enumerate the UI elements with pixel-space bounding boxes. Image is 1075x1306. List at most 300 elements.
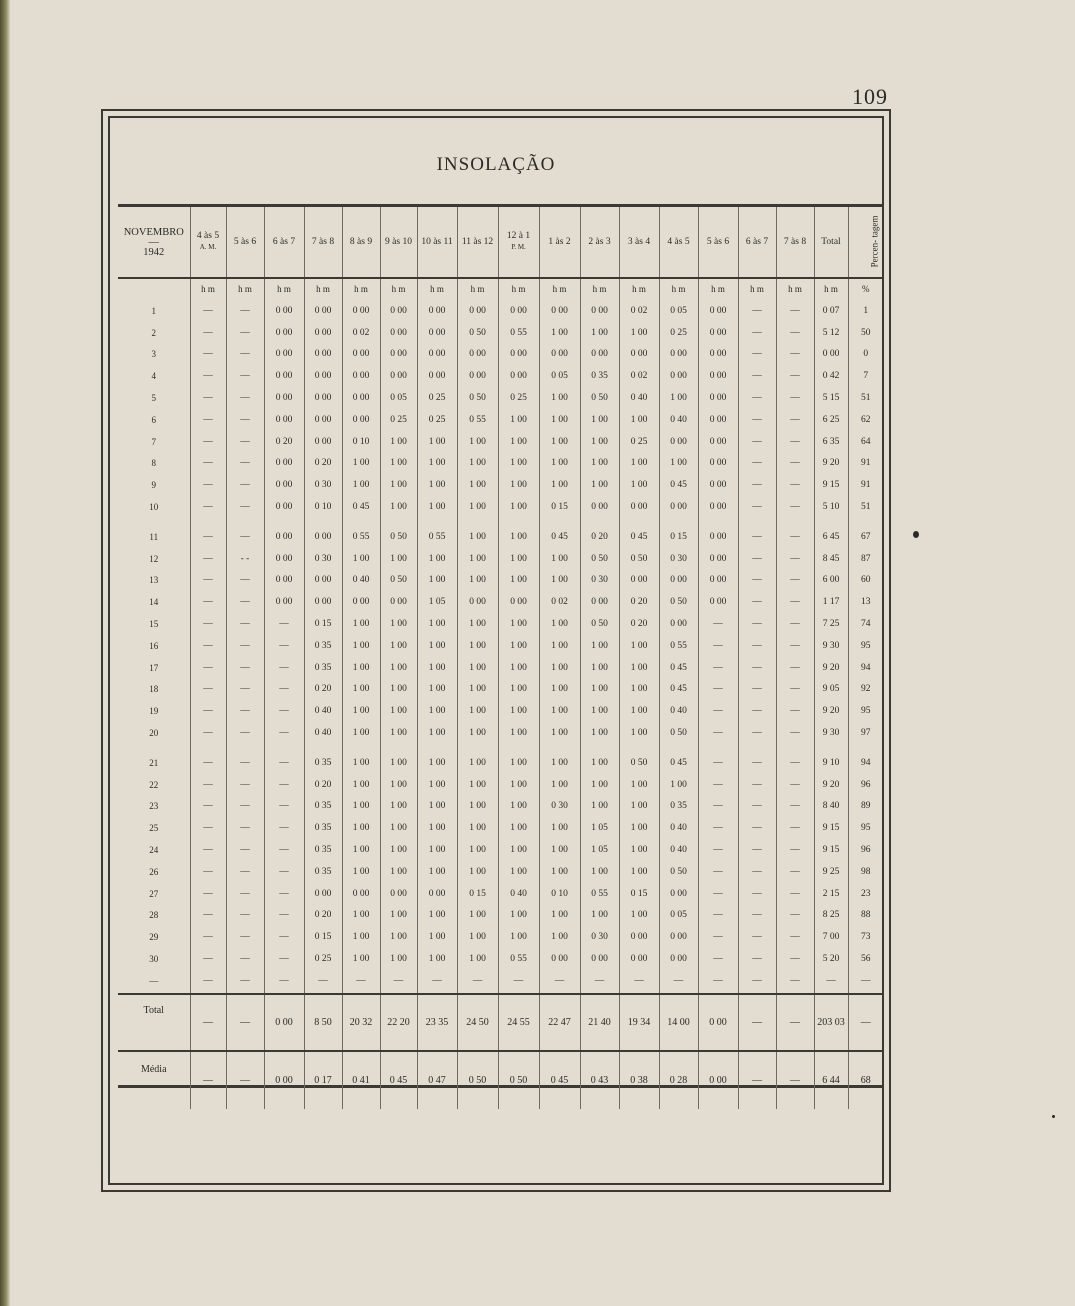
hour-value-cell: 0 00 [580, 592, 619, 614]
mean-row-value: — [190, 1051, 226, 1109]
hour-value-cell: 0 02 [539, 592, 580, 614]
unit-hm: h m [190, 278, 226, 301]
hour-value-cell: 1 00 [457, 905, 498, 927]
hour-value-cell: 1 00 [342, 796, 380, 818]
hour-value-cell: 0 15 [619, 884, 659, 906]
hour-value-cell: 0 25 [304, 949, 342, 971]
hour-value-cell: 1 00 [457, 453, 498, 475]
hour-value-cell: 1 00 [498, 497, 539, 519]
percentage-cell: 94 [848, 658, 883, 680]
hour-value-cell: 1 00 [539, 840, 580, 862]
unit-hm: h m [226, 278, 264, 301]
hour-value-cell: — [776, 818, 814, 840]
hour-value-cell: 0 35 [304, 753, 342, 775]
spacer-cell [417, 745, 457, 753]
day-cell: 19 [149, 706, 159, 717]
hour-value-cell: 1 00 [580, 723, 619, 745]
unit-hm: h m [659, 278, 698, 301]
hour-value-cell: — [738, 592, 776, 614]
hour-value-cell: — [226, 432, 264, 454]
hour-value-cell: — [738, 927, 776, 949]
hour-value-cell: 1 00 [580, 701, 619, 723]
unit-pct: % [848, 278, 883, 301]
table-row [118, 949, 883, 971]
page-binding-edge [0, 0, 10, 1306]
percentage-cell: 64 [848, 432, 883, 454]
unit-hm: h m [264, 278, 304, 301]
hour-value-cell: — [264, 905, 304, 927]
hour-value-cell: — [190, 723, 226, 745]
hour-value-cell: 0 00 [539, 344, 580, 366]
hour-value-cell: 1 00 [417, 818, 457, 840]
total-cell: 9 05 [814, 679, 848, 701]
hour-value-cell: 0 00 [580, 497, 619, 519]
month-label: NOVEMBRO [123, 226, 184, 238]
percentage-header: Percen- tagem [848, 207, 883, 278]
hour-value-cell: 1 00 [342, 775, 380, 797]
hour-value-cell: 0 30 [304, 475, 342, 497]
hour-value-cell: 1 00 [580, 658, 619, 680]
day-cell: 26 [149, 866, 159, 877]
table-row [118, 549, 883, 571]
hour-value-cell: 1 00 [498, 927, 539, 949]
hour-value-cell: — [226, 927, 264, 949]
hour-value-cell: 0 40 [304, 723, 342, 745]
hour-value-cell: 0 30 [580, 570, 619, 592]
table-row [118, 679, 883, 701]
spacer-cell [848, 745, 883, 753]
table-row [118, 971, 883, 994]
hour-value-cell: 1 00 [580, 636, 619, 658]
hour-value-cell: 0 00 [417, 301, 457, 323]
hour-value-cell: — [190, 796, 226, 818]
hour-value-cell: — [226, 775, 264, 797]
total-cell: 8 25 [814, 905, 848, 927]
hour-value-cell: 1 00 [457, 840, 498, 862]
hour-value-cell: 0 45 [659, 658, 698, 680]
unit-hm: h m [776, 278, 814, 301]
hour-value-cell: 0 00 [342, 410, 380, 432]
hour-value-cell: 0 55 [457, 410, 498, 432]
percentage-cell: 87 [848, 549, 883, 571]
hour-value-cell: — [738, 723, 776, 745]
hour-value-cell: 1 00 [619, 796, 659, 818]
hour-value-cell: — [226, 453, 264, 475]
hour-value-cell: — [264, 818, 304, 840]
hour-value-cell: 0 35 [304, 818, 342, 840]
spacer-cell [776, 519, 814, 527]
hour-value-cell: 0 00 [698, 570, 738, 592]
hour-value-cell: 0 00 [698, 301, 738, 323]
hour-value-cell: — [776, 723, 814, 745]
total-cell: 1 17 [814, 592, 848, 614]
paper-mark [913, 531, 919, 538]
hour-value-cell: 0 00 [342, 388, 380, 410]
spacer-cell [118, 519, 190, 527]
total-cell: 6 35 [814, 432, 848, 454]
hour-value-cell: — [776, 614, 814, 636]
hour-value-cell: 1 00 [619, 475, 659, 497]
spacer-cell [580, 745, 619, 753]
table-row [118, 432, 883, 454]
hour-value-cell: 1 00 [619, 636, 659, 658]
hour-value-cell: — [698, 658, 738, 680]
hour-value-cell: — [776, 971, 814, 994]
hour-value-cell: 1 00 [417, 636, 457, 658]
hour-value-cell: 0 40 [342, 570, 380, 592]
spacer-cell [264, 519, 304, 527]
hour-value-cell: 1 00 [342, 927, 380, 949]
day-cell: 30 [149, 953, 159, 964]
hour-value-cell: — [738, 905, 776, 927]
hour-value-cell: — [659, 971, 698, 994]
hour-value-cell: 1 05 [580, 818, 619, 840]
hour-value-cell: 1 00 [342, 475, 380, 497]
hour-value-cell: 0 05 [659, 301, 698, 323]
hour-value-cell: — [190, 410, 226, 432]
hour-value-cell: 1 00 [539, 862, 580, 884]
hour-value-cell: — [226, 818, 264, 840]
spacer-cell [226, 519, 264, 527]
hour-value-cell: 1 00 [342, 679, 380, 701]
hour-value-cell: 0 00 [580, 949, 619, 971]
hour-value-cell: 0 20 [304, 679, 342, 701]
percentage-cell: 91 [848, 475, 883, 497]
hour-value-cell: 1 00 [539, 570, 580, 592]
hour-value-cell: 1 00 [380, 453, 417, 475]
hour-value-cell: 1 00 [457, 723, 498, 745]
hour-value-cell: 1 00 [659, 453, 698, 475]
hour-value-cell: 0 00 [380, 344, 417, 366]
hour-value-cell: — [738, 366, 776, 388]
spacer-cell [580, 519, 619, 527]
hour-value-cell: 0 00 [580, 301, 619, 323]
hour-value-cell: — [226, 840, 264, 862]
total-cell: 2 15 [814, 884, 848, 906]
hour-value-cell: 1 00 [457, 475, 498, 497]
hour-value-cell: 0 15 [457, 884, 498, 906]
hour-value-cell: 1 00 [539, 410, 580, 432]
hour-value-cell: — [190, 344, 226, 366]
hour-value-cell: — [190, 453, 226, 475]
hour-value-cell: 1 00 [342, 658, 380, 680]
total-row-value: 14 00 [659, 994, 698, 1051]
hour-value-cell: 1 00 [417, 614, 457, 636]
day-cell: — [149, 975, 159, 986]
hour-value-cell: 0 50 [580, 549, 619, 571]
hour-value-cell: 0 00 [698, 366, 738, 388]
hour-value-cell: — [190, 949, 226, 971]
day-cell: 3 [151, 349, 156, 360]
hour-value-cell: 0 00 [619, 927, 659, 949]
hour-value-cell: — [738, 323, 776, 345]
hour-value-cell: — [226, 796, 264, 818]
spacer-cell [698, 745, 738, 753]
total-row-value: 24 50 [457, 994, 498, 1051]
hour-value-cell: 1 00 [539, 549, 580, 571]
hour-value-cell: — [738, 388, 776, 410]
hour-value-cell: 0 00 [457, 301, 498, 323]
percentage-cell: 95 [848, 818, 883, 840]
table-row [118, 388, 883, 410]
hour-value-cell: 0 00 [304, 432, 342, 454]
hour-value-cell: — [619, 971, 659, 994]
hour-value-cell: — [738, 636, 776, 658]
hour-value-cell: 0 35 [304, 636, 342, 658]
hour-value-cell: 0 40 [304, 701, 342, 723]
month-header [118, 207, 190, 278]
hour-value-cell: — [776, 344, 814, 366]
day-cell: 22 [149, 779, 159, 790]
day-cell: 8 [151, 458, 156, 469]
mean-row-value: — [738, 1051, 776, 1109]
hour-value-cell: 0 00 [342, 592, 380, 614]
hour-value-cell: 0 00 [698, 453, 738, 475]
hour-value-cell: 1 00 [380, 432, 417, 454]
hour-value-cell: 0 00 [619, 344, 659, 366]
hour-value-cell: — [738, 614, 776, 636]
hour-value-cell: — [226, 701, 264, 723]
spacer-cell [190, 745, 226, 753]
hour-value-cell: 1 00 [417, 497, 457, 519]
hour-value-cell: 1 00 [580, 475, 619, 497]
hour-value-cell: 0 00 [380, 884, 417, 906]
spacer-cell [190, 519, 226, 527]
year-label: 1942 [143, 246, 165, 258]
hour-value-cell: 1 00 [498, 701, 539, 723]
hour-value-cell: 0 00 [698, 592, 738, 614]
mean-row-percentage: 68 [848, 1051, 883, 1109]
hour-value-cell: — [776, 753, 814, 775]
table-row [118, 927, 883, 949]
hour-value-cell: — [190, 614, 226, 636]
hour-value-cell: 1 00 [380, 949, 417, 971]
hour-value-cell: — [738, 949, 776, 971]
total-cell: — [814, 971, 848, 994]
percentage-cell: 62 [848, 410, 883, 432]
hour-value-cell: — [776, 475, 814, 497]
hour-value-cell: 1 00 [457, 927, 498, 949]
hour-value-cell: — [738, 796, 776, 818]
hour-value-cell: 1 00 [659, 775, 698, 797]
table-row [118, 453, 883, 475]
hour-value-cell: 0 00 [539, 949, 580, 971]
spacer-cell [380, 519, 417, 527]
total-row-value: 24 55 [498, 994, 539, 1051]
hour-value-cell: 0 35 [304, 658, 342, 680]
hour-value-cell: — [698, 679, 738, 701]
hour-value-cell: 0 00 [304, 323, 342, 345]
mean-row-value: — [226, 1051, 264, 1109]
hour-value-cell: — [698, 905, 738, 927]
hour-value-cell: 0 05 [539, 366, 580, 388]
total-cell: 9 30 [814, 636, 848, 658]
hour-value-cell: 1 00 [417, 840, 457, 862]
hour-value-cell: 1 00 [619, 323, 659, 345]
table-row [118, 701, 883, 723]
hour-value-cell: 1 00 [380, 840, 417, 862]
spacer-cell [264, 745, 304, 753]
hour-value-cell: — [738, 453, 776, 475]
hour-value-cell: 0 40 [498, 884, 539, 906]
mean-row-value: 0 45 [380, 1051, 417, 1109]
hour-value-cell: 1 00 [417, 723, 457, 745]
hour-value-cell: 1 00 [619, 818, 659, 840]
hour-value-cell: — [190, 366, 226, 388]
hour-value-cell: 1 00 [380, 905, 417, 927]
percentage-cell: 94 [848, 753, 883, 775]
hour-value-cell: — [776, 862, 814, 884]
hour-value-cell: 1 00 [417, 475, 457, 497]
spacer-cell [304, 745, 342, 753]
hour-value-cell: 1 00 [539, 905, 580, 927]
hour-value-cell: 0 40 [659, 701, 698, 723]
table-row [118, 775, 883, 797]
hour-value-cell: 1 00 [457, 497, 498, 519]
hour-value-cell: 0 20 [304, 453, 342, 475]
hour-value-cell: — [264, 723, 304, 745]
hour-value-cell: — [776, 549, 814, 571]
hour-value-cell: 1 00 [619, 701, 659, 723]
hour-value-cell: 1 00 [457, 614, 498, 636]
hour-value-cell: 1 00 [417, 775, 457, 797]
total-cell: 6 25 [814, 410, 848, 432]
percentage-cell: 88 [848, 905, 883, 927]
total-cell: 9 20 [814, 658, 848, 680]
insolation-table [118, 207, 883, 1109]
hour-value-cell: 0 00 [659, 432, 698, 454]
hour-value-cell: 0 20 [580, 527, 619, 549]
hour-value-cell: — [264, 927, 304, 949]
hour-value-cell: 0 00 [698, 344, 738, 366]
hour-value-cell: — [264, 701, 304, 723]
hour-value-cell: 0 50 [457, 323, 498, 345]
hour-value-cell: 0 00 [457, 592, 498, 614]
hour-value-cell: 0 15 [304, 614, 342, 636]
mean-row-label: Média [118, 1051, 190, 1109]
hour-value-cell: 0 00 [619, 497, 659, 519]
hour-value-cell: 1 00 [380, 475, 417, 497]
day-cell: 6 [151, 414, 156, 425]
total-cell: 9 15 [814, 840, 848, 862]
hour-value-cell: 0 50 [580, 614, 619, 636]
hour-value-cell: — [417, 971, 457, 994]
hour-value-cell: 0 00 [498, 344, 539, 366]
page-number: 109 [852, 84, 888, 109]
hour-value-cell: — [698, 840, 738, 862]
total-row-value: 23 35 [417, 994, 457, 1051]
percentage-cell: 67 [848, 527, 883, 549]
hour-value-cell: — [738, 658, 776, 680]
hour-value-cell: 0 00 [698, 497, 738, 519]
hour-value-cell: 1 00 [342, 636, 380, 658]
hour-value-cell: 1 00 [498, 527, 539, 549]
spacer-cell [814, 519, 848, 527]
day-cell: 23 [149, 801, 159, 812]
hour-value-cell: 1 00 [498, 549, 539, 571]
hour-header-11: 3 às 4 [619, 207, 659, 278]
hour-value-cell: — [190, 475, 226, 497]
total-row-value: 20 32 [342, 994, 380, 1051]
hour-value-cell: — [190, 840, 226, 862]
hour-value-cell: — [264, 884, 304, 906]
hour-value-cell: — [738, 840, 776, 862]
hour-value-cell: — [264, 949, 304, 971]
total-cell: 8 40 [814, 796, 848, 818]
hour-value-cell: 1 00 [539, 679, 580, 701]
hour-value-cell: 0 30 [304, 549, 342, 571]
hour-value-cell: 0 00 [380, 301, 417, 323]
hour-value-cell: 1 00 [619, 658, 659, 680]
day-cell: 12 [149, 553, 159, 564]
hour-value-cell: — [226, 497, 264, 519]
hour-value-cell: — [226, 323, 264, 345]
hour-value-cell: 0 00 [304, 301, 342, 323]
hour-value-cell: 1 00 [619, 862, 659, 884]
hour-value-cell: 0 00 [264, 388, 304, 410]
hour-value-cell: 0 00 [342, 884, 380, 906]
hour-value-cell: 0 00 [304, 570, 342, 592]
table-row [118, 796, 883, 818]
day-cell: 16 [149, 640, 159, 651]
hour-value-cell: — [776, 840, 814, 862]
hour-value-cell: 1 00 [457, 701, 498, 723]
total-cell: 6 00 [814, 570, 848, 592]
percentage-cell: 56 [848, 949, 883, 971]
total-row-value: 21 40 [580, 994, 619, 1051]
total-row-value: — [226, 994, 264, 1051]
hour-header-6: 10 às 11 [417, 207, 457, 278]
hour-value-cell: — [264, 679, 304, 701]
hour-value-cell: 0 00 [498, 592, 539, 614]
hour-value-cell: — [190, 301, 226, 323]
hour-value-cell: 0 00 [264, 344, 304, 366]
hour-value-cell: 1 00 [380, 796, 417, 818]
hour-header-3: 7 às 8 [304, 207, 342, 278]
hour-value-cell: 0 00 [698, 323, 738, 345]
hour-value-cell: 0 05 [659, 905, 698, 927]
unit-hm: h m [698, 278, 738, 301]
percentage-cell: 91 [848, 453, 883, 475]
total-cell: 9 10 [814, 753, 848, 775]
hour-value-cell: 0 00 [498, 301, 539, 323]
mean-row-value: 0 17 [304, 1051, 342, 1109]
hour-value-cell: — [190, 497, 226, 519]
hour-value-cell: 0 00 [539, 301, 580, 323]
hour-value-cell: 0 20 [304, 775, 342, 797]
percentage-cell: 51 [848, 497, 883, 519]
mean-row-value: — [776, 1051, 814, 1109]
total-cell: 5 10 [814, 497, 848, 519]
hour-value-cell: — [264, 775, 304, 797]
hour-value-cell: 1 00 [380, 679, 417, 701]
hour-value-cell: 0 55 [498, 323, 539, 345]
hour-value-cell: 1 00 [380, 497, 417, 519]
hour-value-cell: 0 00 [659, 497, 698, 519]
hour-value-cell: 1 00 [342, 905, 380, 927]
hour-value-cell: — [226, 905, 264, 927]
hour-value-cell: — [776, 497, 814, 519]
hour-header-2: 6 às 7 [264, 207, 304, 278]
hour-value-cell: 1 00 [498, 614, 539, 636]
hour-value-cell: 0 15 [659, 527, 698, 549]
hour-value-cell: 0 00 [264, 366, 304, 388]
hour-value-cell: 0 30 [539, 796, 580, 818]
hour-value-cell: — [539, 971, 580, 994]
hour-value-cell: 1 00 [498, 775, 539, 797]
total-row-value: 0 00 [698, 994, 738, 1051]
hour-value-cell: 0 50 [380, 527, 417, 549]
